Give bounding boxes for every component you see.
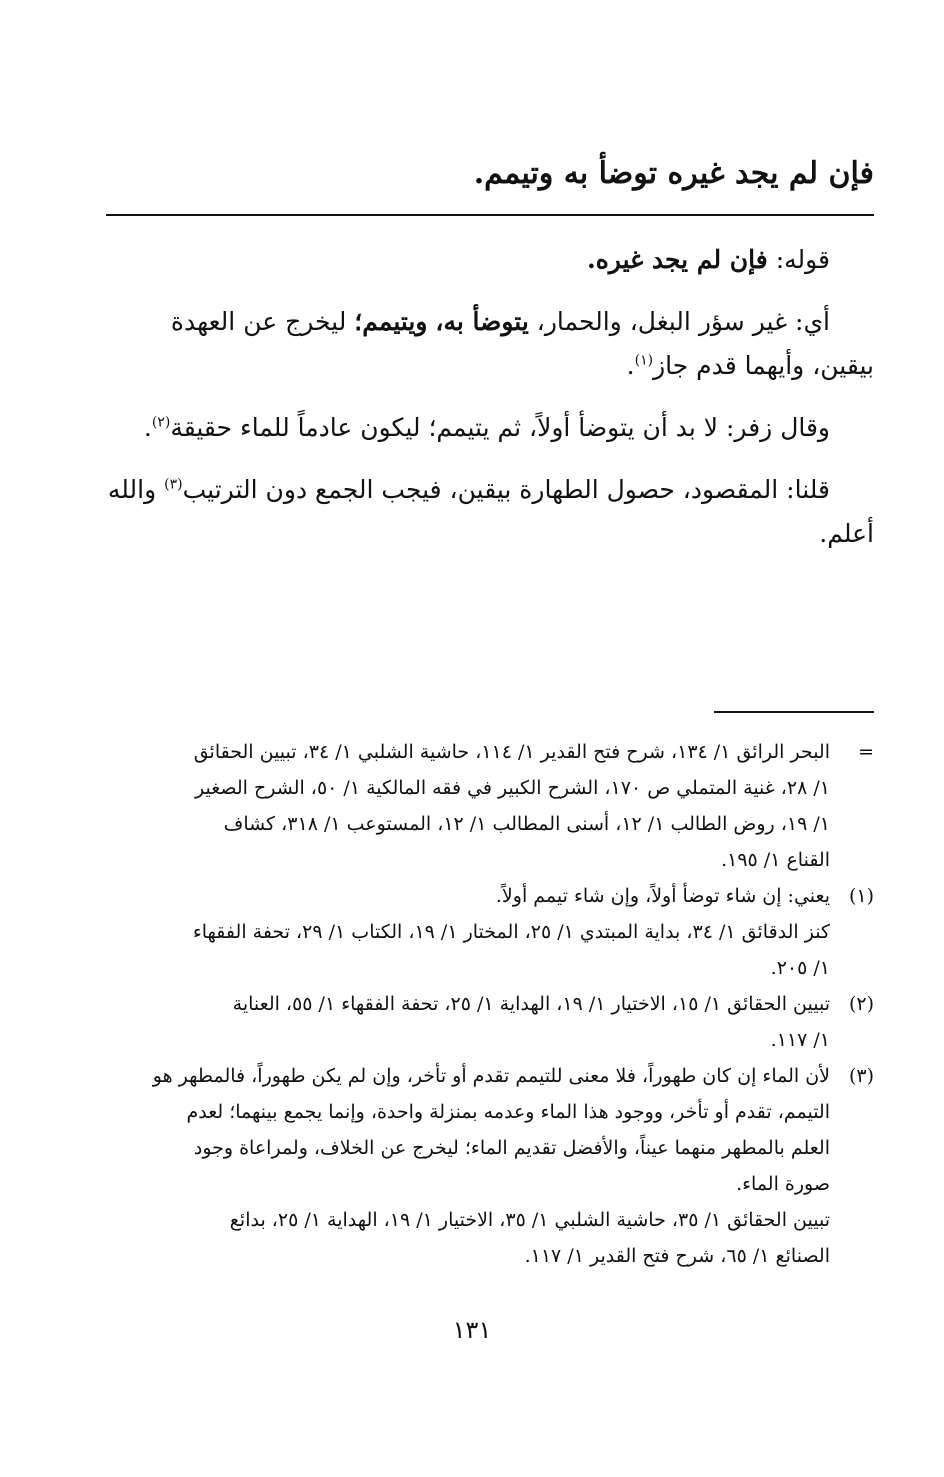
commentary-paragraph-1 xyxy=(104,238,874,282)
footnote-line: صورة الماء. xyxy=(736,1173,830,1195)
page-number: ١٣١ xyxy=(452,1316,492,1344)
footnote-3-number: (٣) xyxy=(848,1065,874,1087)
footnote-1-number: (١) xyxy=(848,885,874,907)
commentary-paragraph-4 xyxy=(104,468,874,556)
footnote-line: تبيين الحقائق ١/ ٣٥، حاشية الشلبي ١/ ٣٥، الاختيار ١/ ١٩، الهداية ١/ ٢٥، بدائع xyxy=(229,1209,830,1231)
footnote-1 xyxy=(104,878,874,986)
footnote-line: تبيين الحقائق ١/ ١٥، الاختيار ١/ ١٩، الهداية ١/ ٢٥، تحفة الفقهاء ١/ ٥٥، العناية xyxy=(232,993,830,1015)
p3-text-a: وقال زفر: لا بد أن يتوضأ أولاً، ثم يتيمم؛ ليكون عادماً للماء xyxy=(239,413,830,442)
quoted-matn: فإن لم يجد غيره. xyxy=(587,245,768,274)
footnote-line: البحر الرائق ١/ ١٣٤، شرح فتح القدير ١/ ١١٤، حاشية الشلبي ١/ ٣٤، تبيين الحقائق xyxy=(193,741,830,763)
footnote-line: كنز الدقائق ١/ ٣٤، بداية المبتدي ١/ ٢٥، المختار ١/ ١٩، الكتاب ١/ ٢٩، تحفة الفقهاء xyxy=(192,921,830,943)
commentary-body xyxy=(104,238,874,574)
footnote-ref-2[interactable]: (٢) xyxy=(151,414,171,431)
commentary-paragraph-3 xyxy=(104,406,874,450)
footnote-line: يعني: إن شاء توضأ أولاً، وإن شاء تيمم أولاً. xyxy=(495,885,830,907)
heading-divider xyxy=(106,214,874,216)
p4-text-a: قلنا: المقصود، حصول الطهارة بيقين، فيجب الجمع دون الترتيب xyxy=(182,475,830,504)
footnotes-section xyxy=(104,734,874,1274)
footnote-line: ١/ ١٩، روض الطالب ١/ ١٢، أسنى المطالب ١/ ١٢، المستوعب ١/ ٣١٨، كشاف xyxy=(223,813,830,835)
p2-text-d: بيقين، وأيهما قدم جاز xyxy=(653,351,874,380)
footnote-line: لأن الماء إن كان طهوراً، فلا معنى للتيمم تقدم أو تأخر، وإن لم يكن طهوراً، فالمطهر هو xyxy=(152,1065,830,1087)
footnote-ref-3[interactable]: (٣) xyxy=(164,476,183,493)
footnote-line: التيمم، تقدم أو تأخر، ووجود هذا الماء وعدمه بمنزلة واحدة، وإنما يجمع بينهما؛ لعدم xyxy=(186,1101,830,1123)
footnote-separator xyxy=(714,711,874,713)
p2-bold-yatayammam: ويتيمم؛ xyxy=(354,307,428,336)
footnote-line: ١/ ١١٧. xyxy=(770,1029,830,1051)
footnote-2 xyxy=(104,986,874,1058)
footnote-line: القناع ١/ ١٩٥. xyxy=(721,849,830,871)
footnote-line: العلم بالمطهر منهما عيناً، والأفضل تقديم الماء؛ ليخرج عن الخلاف، ولمراعاة وجود xyxy=(193,1137,830,1159)
footnote-3 xyxy=(104,1058,874,1274)
p4-text-b: والله أعلم. xyxy=(107,475,874,548)
p2-text-a: أي: غير سؤر البغل، والحمار، xyxy=(536,307,830,336)
p3-end: . xyxy=(143,413,152,442)
matn-heading: فإن لم يجد غيره توضأ به وتيمم. xyxy=(473,156,874,191)
commentary-paragraph-2 xyxy=(104,300,874,388)
footnote-line: ١/ ٢٠٥. xyxy=(770,957,830,979)
footnote-continued xyxy=(104,734,874,878)
qawluhu-lead: قوله: xyxy=(775,245,830,274)
footnote-2-number: (٢) xyxy=(848,993,874,1015)
footnote-line: ١/ ٢٨، غنية المتملي ص ١٧٠، الشرح الكبير في فقه المالكية ١/ ٥٠، الشرح الصغير xyxy=(195,777,830,799)
footnote-ref-1[interactable]: (١) xyxy=(634,352,654,369)
p2-end: . xyxy=(626,351,635,380)
footnote-continued-marker: = xyxy=(858,741,874,763)
p2-text-c: ليخرج عن العهدة xyxy=(170,307,347,336)
p3-text-b: حقيقة xyxy=(170,413,233,442)
p2-bold-yatawadda: يتوضأ به، xyxy=(435,307,529,336)
footnote-line: الصنائع ١/ ٦٥، شرح فتح القدير ١/ ١١٧. xyxy=(524,1245,830,1267)
